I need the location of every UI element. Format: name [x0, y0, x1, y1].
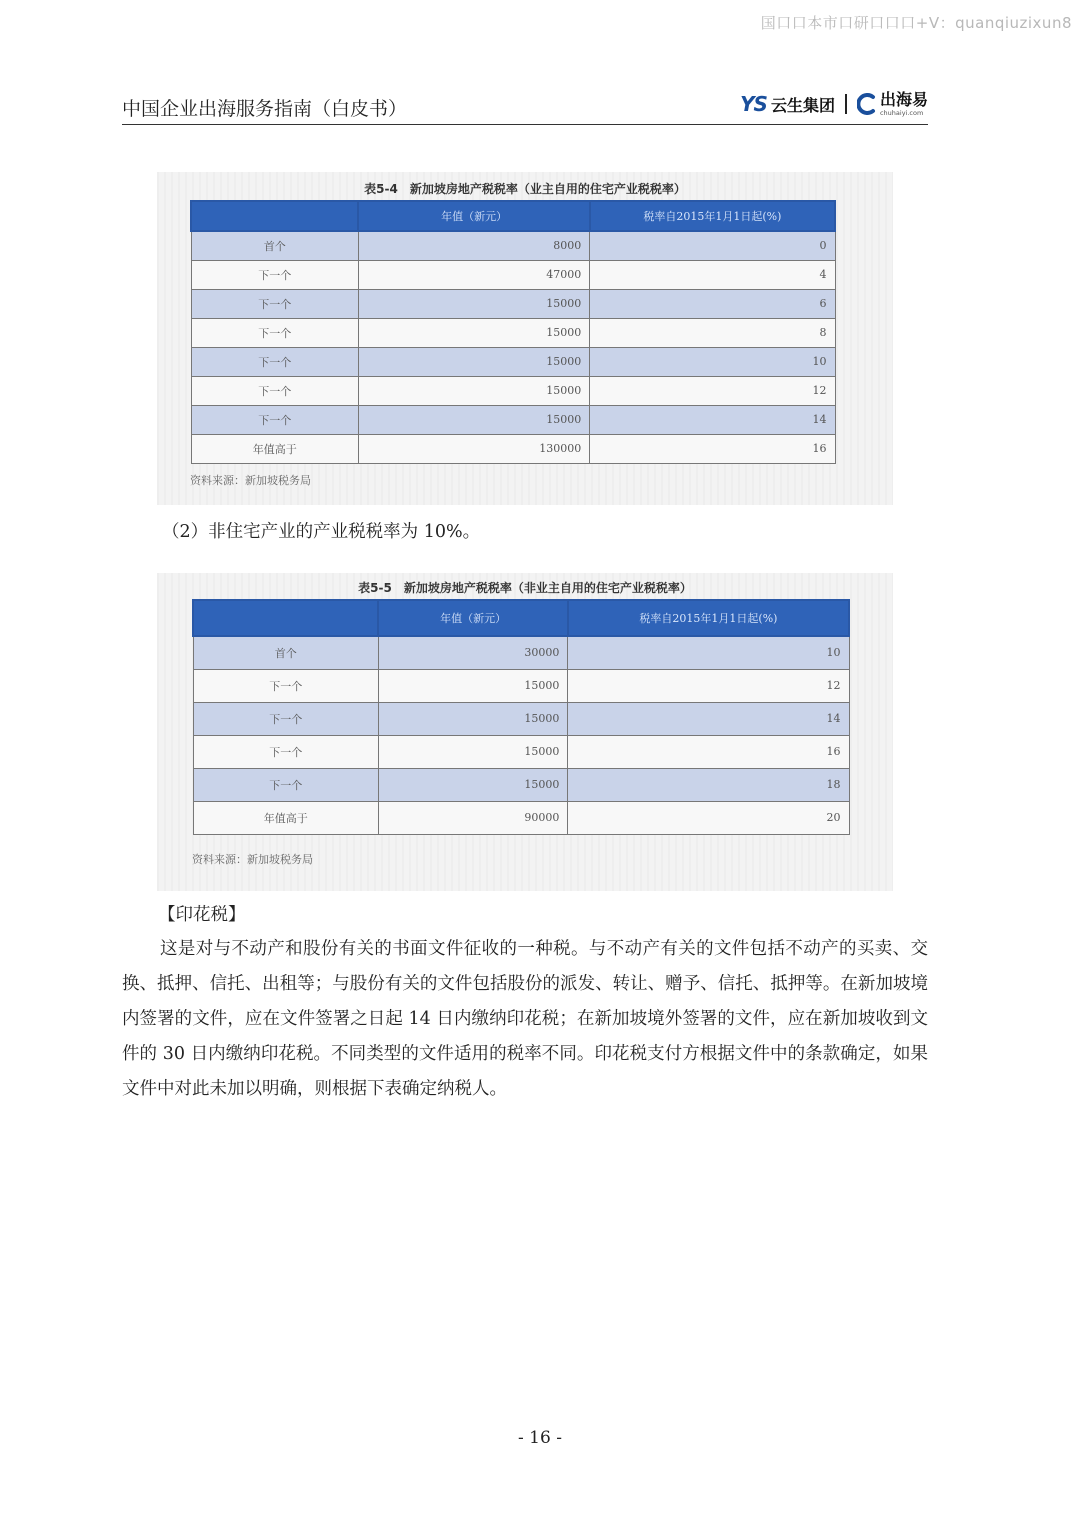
- chuhaiyi-c-icon: [857, 93, 877, 115]
- table-row: [193, 801, 849, 834]
- table-row: [193, 669, 849, 702]
- table-cell: 下一个: [191, 405, 358, 434]
- table-header-cell: 年值（新元）: [378, 600, 567, 636]
- watermark-text: 国口口本市口研口口口+V：quanqiuzixun8: [760, 14, 1072, 32]
- table-cell: 15000: [358, 318, 589, 347]
- ys-logo-mark: YS: [740, 92, 767, 117]
- table-header-cell: 税率自2015年1月1日起(%): [568, 600, 849, 636]
- table-cell: 下一个: [193, 669, 378, 702]
- table-cell: 8: [590, 318, 835, 347]
- table-cell: 90000: [378, 801, 567, 834]
- table-cell: 4: [590, 260, 835, 289]
- table-cell: 8000: [358, 231, 589, 260]
- chuhaiyi-logo: [857, 92, 928, 117]
- table-header-row: [193, 600, 849, 636]
- table-cell: 年值高于: [193, 801, 378, 834]
- table-row: [191, 405, 835, 434]
- note-non-residential: （2）非住宅产业的产业税税率为 10%。: [162, 522, 481, 542]
- table-cell: 16: [590, 434, 835, 463]
- table-5-4-figure: [157, 172, 893, 505]
- table-cell: 15000: [378, 735, 567, 768]
- table-cell: 30000: [378, 636, 567, 669]
- table-cell: 首个: [191, 231, 358, 260]
- table-row: [191, 347, 835, 376]
- table-header-cell: 税率自2015年1月1日起(%): [590, 201, 835, 231]
- table-cell: 15000: [378, 768, 567, 801]
- table-5-5-caption: 表5-5 新加坡房地产税税率（非业主自用的住宅产业税税率）: [358, 581, 692, 595]
- header-logos: [740, 92, 928, 117]
- table-cell: 下一个: [191, 289, 358, 318]
- table-cell: 20: [568, 801, 849, 834]
- logo-divider: [845, 94, 847, 114]
- header-title: 中国企业出海服务指南（白皮书）: [122, 98, 408, 120]
- table-5-4: [190, 200, 836, 464]
- table-cell: 下一个: [191, 376, 358, 405]
- table-cell: 0: [590, 231, 835, 260]
- table-header-cell: 年值（新元）: [358, 201, 589, 231]
- table-row: [193, 735, 849, 768]
- table-row: [191, 434, 835, 463]
- table-cell: 18: [568, 768, 849, 801]
- table-cell: 15000: [378, 702, 567, 735]
- table-5-4-source: 资料来源：新加坡税务局: [190, 474, 311, 487]
- stamp-duty-paragraph: 这是对与不动产和股份有关的书面文件征收的一种税。与不动产有关的文件包括不动产的买卖、交换、抵押、信托、出租等；与股份有关的文件包括股份的派发、转让、赠予、信托、抵押等。在新加坡境内签署的文件，应在文件签署之日起 14 日内缴纳印花税；在新加坡境外签署的文件，应在新加坡收到文件的 30 日内缴纳印花税。不同类型的文件适用的税率不同。印花税支付方根据文件中的条款确定，如果文件中对此未加以明确，则根据下表确定纳税人。: [122, 939, 928, 1099]
- ys-logo-name: 云生集团: [770, 95, 835, 115]
- table-header-row: [191, 201, 835, 231]
- section-heading-stamp-duty: 【印花税】: [158, 905, 246, 925]
- table-cell: 下一个: [191, 318, 358, 347]
- table-row: [191, 231, 835, 260]
- table-cell: 年值高于: [191, 434, 358, 463]
- table-header-cell: [191, 201, 358, 231]
- ys-group-logo: [740, 92, 835, 116]
- table-cell: 10: [568, 636, 849, 669]
- table-cell: 12: [568, 669, 849, 702]
- table-cell: 15000: [358, 347, 589, 376]
- table-cell: 47000: [358, 260, 589, 289]
- table-5-5: [192, 599, 850, 835]
- table-cell: 130000: [358, 434, 589, 463]
- table-row: [191, 318, 835, 347]
- table-cell: 下一个: [193, 702, 378, 735]
- table-row: [193, 768, 849, 801]
- table-cell: 下一个: [191, 260, 358, 289]
- page-header: [122, 90, 928, 125]
- table-cell: 15000: [358, 376, 589, 405]
- table-cell: 下一个: [193, 735, 378, 768]
- table-cell: 14: [568, 702, 849, 735]
- table-cell: 16: [568, 735, 849, 768]
- table-cell: 15000: [378, 669, 567, 702]
- table-cell: 15000: [358, 405, 589, 434]
- table-row: [191, 260, 835, 289]
- table-cell: 14: [590, 405, 835, 434]
- table-cell: 6: [590, 289, 835, 318]
- table-5-5-figure: [157, 573, 893, 891]
- page-number: - 16 -: [518, 1428, 562, 1448]
- table-row: [193, 702, 849, 735]
- table-cell: 15000: [358, 289, 589, 318]
- chuhaiyi-logo-domain: chuhaiyi.com: [879, 109, 924, 117]
- table-cell: 12: [590, 376, 835, 405]
- table-cell: 下一个: [193, 768, 378, 801]
- chuhaiyi-logo-name: 出海易: [879, 90, 928, 109]
- table-5-4-caption: 表5-4 新加坡房地产税税率（业主自用的住宅产业税税率）: [364, 182, 686, 196]
- table-row: [191, 289, 835, 318]
- table-cell: 10: [590, 347, 835, 376]
- table-cell: 首个: [193, 636, 378, 669]
- table-cell: 下一个: [191, 347, 358, 376]
- table-5-5-source: 资料来源：新加坡税务局: [192, 853, 313, 866]
- table-header-cell: [193, 600, 378, 636]
- table-row: [191, 376, 835, 405]
- table-row: [193, 636, 849, 669]
